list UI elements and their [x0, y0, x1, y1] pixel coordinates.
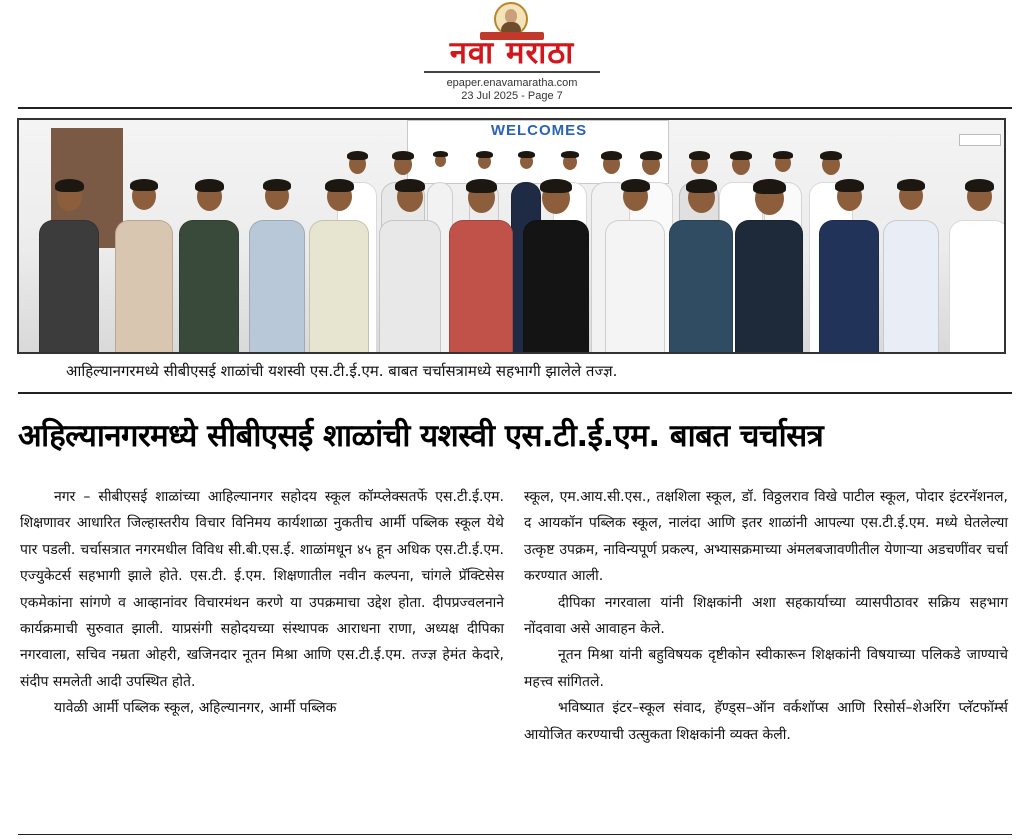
photo-person — [249, 120, 305, 354]
photo-person — [523, 120, 589, 354]
person-hair — [897, 179, 925, 191]
emblem-portrait-face — [505, 9, 517, 23]
person-hair — [325, 179, 354, 192]
person-clothing — [605, 220, 665, 354]
article-paragraph: स्कूल, एम.आय.सी.एस., तक्षशिला स्कूल, डॉ. विठ्ठलराव विखे पाटील स्कूल, पोदार इंटरनॅशनल, द आयकॉन पब्लिक स्कूल, नालंदा आणि इतर शाळांनी आपल्या एस.टी.ई.एम. मध्ये घेतलेल्या उत्कृष्ट उपक्रम, नाविन्यपूर्ण प्रकल्प, अभ्यासक्रमाच्या अंमलबजावणीतील येणाऱ्या अडचणींवर चर्चा करण्यात आली. — [524, 489, 1008, 585]
photo-caption: आहिल्यानगरमध्ये सीबीएसई शाळांची यशस्वी एस.टी.ई.एम. बाबत चर्चासत्रामध्ये सहभागी झालेले तज्ज्ञ. — [66, 362, 618, 380]
person-clothing — [523, 220, 589, 354]
photo-person — [669, 120, 733, 354]
photo-person — [883, 120, 939, 354]
person-clothing — [115, 220, 173, 354]
page-bottom-divider — [18, 834, 1012, 835]
person-hair — [621, 179, 650, 192]
photo-person — [179, 120, 239, 354]
article-paragraph: नूतन मिश्रा यांनी बहुविषयक दृष्टीकोन स्वीकारून शिक्षकांनी विषयाच्या पलिकडे जाण्याचे महत्त्व सांगितले. — [524, 647, 1008, 690]
person-clothing — [949, 220, 1006, 354]
photo-person — [39, 120, 99, 354]
article-column-right — [524, 484, 1008, 748]
person-clothing — [735, 220, 803, 354]
article-column-left — [20, 484, 504, 722]
masthead — [0, 0, 1024, 108]
photo-person — [949, 120, 1006, 354]
photo-person — [819, 120, 879, 354]
photo-person — [309, 120, 369, 354]
person-clothing — [669, 220, 733, 354]
person-hair — [686, 179, 717, 193]
masthead-divider — [18, 107, 1012, 109]
epaper-date-page: 23 Jul 2025 - Page 7 — [461, 90, 563, 102]
person-clothing — [819, 220, 879, 354]
person-clothing — [379, 220, 441, 354]
person-hair — [835, 179, 864, 192]
person-hair — [466, 179, 497, 193]
person-clothing — [249, 220, 305, 354]
person-clothing — [883, 220, 939, 354]
article-paragraph: दीपिका नगरवाला यांनी शिक्षकांनी अशा सहकार्याच्या व्यासपीठावर सक्रिय सहभाग नोंदवावा असे आवाहन केले. — [524, 594, 1008, 638]
person-clothing — [449, 220, 513, 354]
person-clothing — [179, 220, 239, 354]
person-hair — [395, 179, 425, 192]
newspaper-emblem-icon — [494, 2, 528, 36]
group-photo — [17, 118, 1006, 354]
person-hair — [965, 179, 994, 192]
photo-person — [735, 120, 803, 354]
photo-person — [449, 120, 513, 354]
person-hair — [195, 179, 224, 192]
photo-person — [605, 120, 665, 354]
caption-divider — [18, 392, 1012, 394]
logo-underline — [424, 71, 600, 73]
newspaper-logo-text: नवा मराठा — [449, 35, 575, 71]
person-hair — [753, 179, 786, 194]
person-hair — [130, 179, 158, 191]
article-paragraph: नगर – सीबीएसई शाळांच्या आहिल्यानगर सहोदय स्कूल कॉम्प्लेक्सतर्फे एस.टी.ई.एम. शिक्षणावर आधारित जिल्हास्तरीय विचार विनिमय कार्यशाळा नुकतीच आर्मी पब्लिक स्कूल येथे पार पडली. चर्चासत्रात नगरमधील विविध सी.बी.एस.ई. शाळांमधून ४५ हून अधिक एस.टी.ई.एम. एज्युकेटर्स सहभागी झाले होते. एस.टी. ई.एम. शिक्षणातील नवीन कल्पना, चांगले प्रॅक्टिसेस एकमेकांना सांगणे व आव्हानांवर विचारमंथन करणे या उपक्रमाचा उद्देश होता. दीपप्रज्वलनाने कार्यक्रमाची सुरुवात झाली. याप्रसंगी सहोदयच्या संस्थापक आराधना राणा, अध्यक्ष दीपिका नगरवाला, सचिव नम्रता ओहरी, खजिनदार नूतन मिश्रा आणि एस.टी.ई.एम. तज्ज्ञ हेमंत केदारे, संदीप समलेती आदी उपस्थित होते. — [20, 489, 504, 690]
person-clothing — [309, 220, 369, 354]
photo-person — [115, 120, 173, 354]
photo-person — [379, 120, 441, 354]
article-paragraph: भविष्यात इंटर–स्कूल संवाद, हॅण्ड्स–ऑन वर्कशॉप्स आणि रिसोर्स–शेअरिंग प्लॅटफॉर्म्स आयोजित करण्याची उत्सुकता शिक्षकांनी व्यक्त केली. — [524, 700, 1008, 743]
person-clothing — [39, 220, 99, 354]
person-hair — [263, 179, 291, 191]
article-paragraph: यावेळी आर्मी पब्लिक स्कूल, अहिल्यानगर, आर्मी पब्लिक — [54, 700, 337, 717]
person-hair — [540, 179, 572, 193]
emblem-portrait-body — [501, 22, 521, 32]
epaper-url[interactable]: epaper.enavamaratha.com — [446, 77, 578, 89]
photo-banner-text: WELCOMES — [490, 122, 588, 139]
article-headline: अहिल्यानगरमध्ये सीबीएसई शाळांची यशस्वी एस.टी.ई.एम. बाबत चर्चासत्र — [18, 418, 824, 454]
person-hair — [55, 179, 84, 192]
